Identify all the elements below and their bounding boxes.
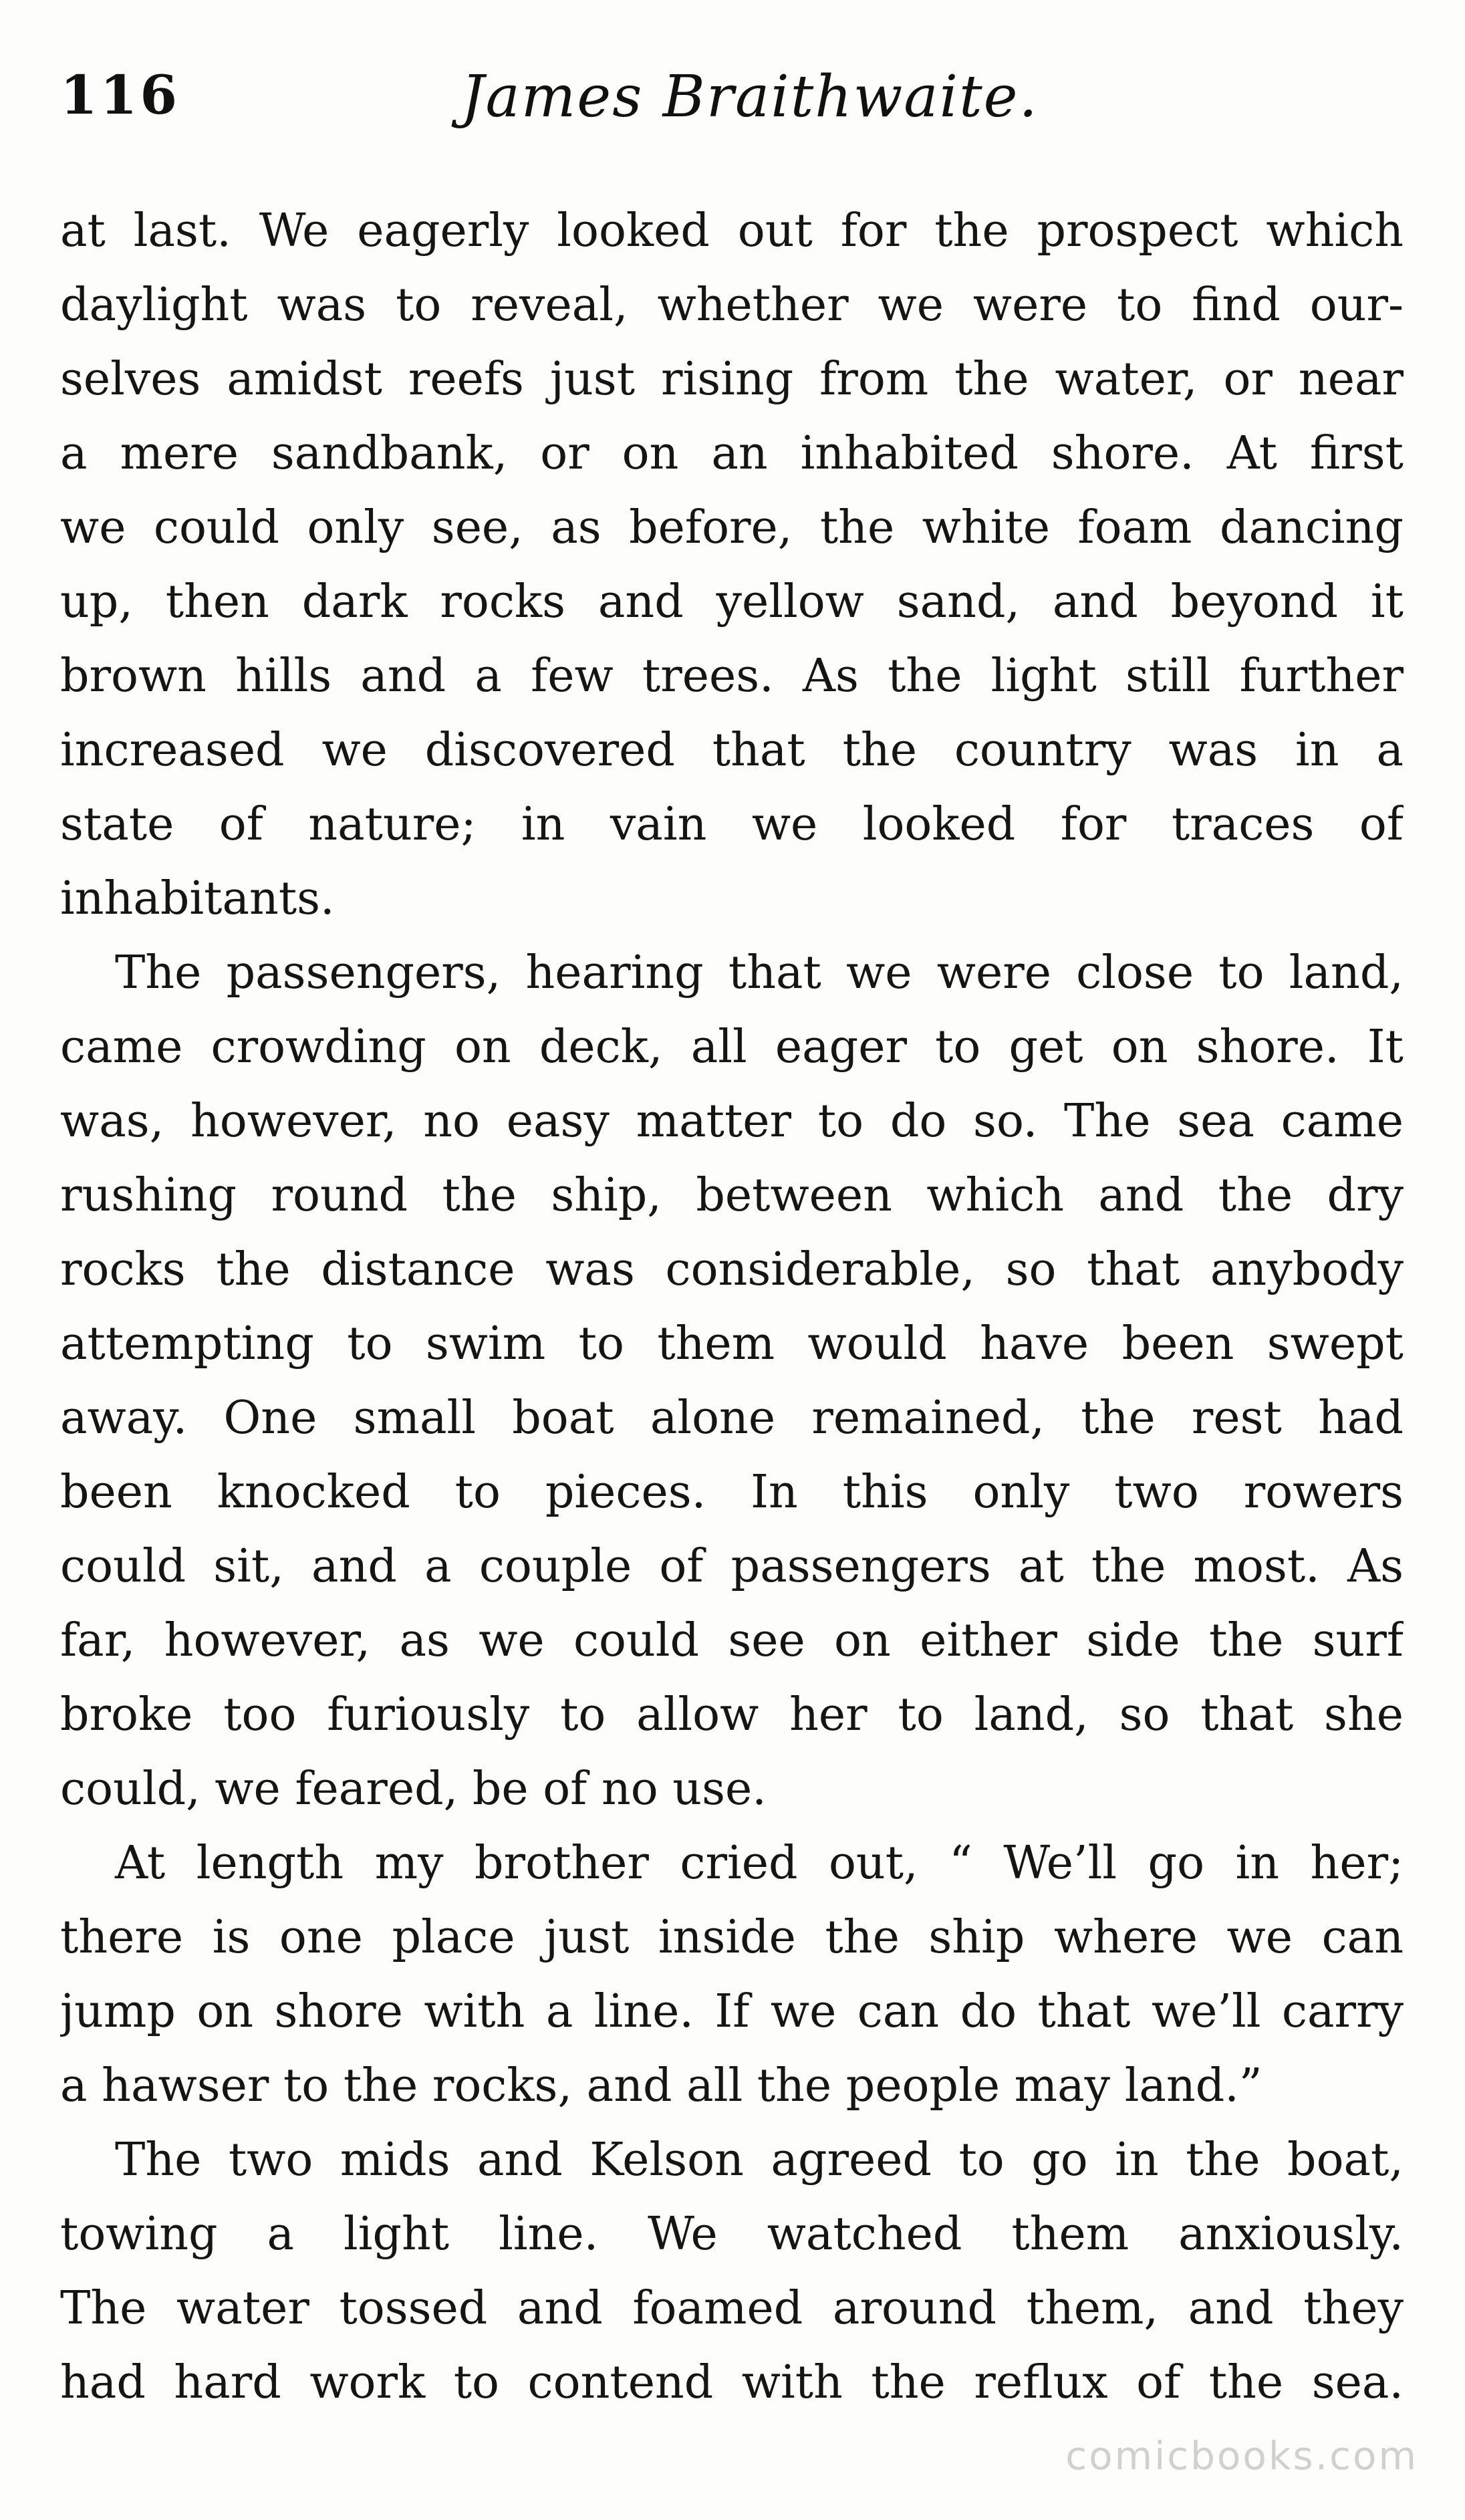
paragraph-2 xyxy=(60,936,1404,1826)
running-title: James Braithwaite. xyxy=(461,64,1039,130)
text-line: towing a light line. We watched them anxiously. xyxy=(60,2208,1404,2261)
text-line: jump on shore with a line. If we can do that we’ll carry xyxy=(60,1985,1404,2038)
text-line: daylight was to reveal, whether we were to find our- xyxy=(60,279,1404,332)
text-line: selves amidst reefs just rising from the water, or near xyxy=(60,353,1404,406)
text-line: rocks the distance was considerable, so that anybody xyxy=(60,1243,1404,1296)
text-line: been knocked to pieces. In this only two rowers xyxy=(60,1466,1404,1519)
text-line: could sit, and a couple of passengers at the most. As xyxy=(60,1540,1404,1593)
text-line: attempting to swim to them would have been swept xyxy=(60,1317,1404,1370)
body-text xyxy=(60,194,1404,2420)
text-line: a hawser to the rocks, and all the people may land.” xyxy=(60,2059,1262,2112)
text-line: broke too furiously to allow her to land, so that she xyxy=(60,1688,1404,1741)
text-line: could, we feared, be of no use. xyxy=(60,1763,767,1815)
paragraph-4 xyxy=(60,2123,1404,2420)
text-line: was, however, no easy matter to do so. The sea came xyxy=(60,1095,1404,1148)
text-line: brown hills and a few trees. As the light still further xyxy=(60,650,1404,703)
page-number: 116 xyxy=(60,64,180,126)
paragraph-3 xyxy=(60,1826,1404,2123)
watermark: comicbooks.com xyxy=(1065,2433,1418,2479)
text-line: at last. We eagerly looked out for the prospect which xyxy=(60,205,1404,257)
text-line: had hard work to contend with the reflux of the sea. xyxy=(60,2356,1404,2409)
text-line: The two mids and Kelson agreed to go in the boat, xyxy=(115,2134,1404,2186)
text-line: we could only see, as before, the white foam dancing xyxy=(60,501,1404,554)
text-line: came crowding on deck, all eager to get on shore. It xyxy=(60,1021,1404,1074)
paragraph-1 xyxy=(60,194,1404,936)
page-header xyxy=(60,64,1404,150)
text-line: inhabitants. xyxy=(60,872,335,925)
text-line: increased we discovered that the country was in a xyxy=(60,724,1404,777)
text-line: The passengers, hearing that we were close to land, xyxy=(115,947,1404,999)
text-line: At length my brother cried out, “ We’ll go in her; xyxy=(115,1837,1404,1890)
text-line: up, then dark rocks and yellow sand, and beyond it xyxy=(60,576,1404,628)
text-line: The water tossed and foamed around them, and they xyxy=(60,2282,1404,2335)
text-line: there is one place just inside the ship where we can xyxy=(60,1911,1404,1964)
text-line: rushing round the ship, between which and the dry xyxy=(60,1169,1404,1222)
text-line: far, however, as we could see on either side the surf xyxy=(60,1614,1404,1667)
text-line: away. One small boat alone remained, the rest had xyxy=(60,1392,1404,1444)
text-line: a mere sandbank, or on an inhabited shore. At first xyxy=(60,427,1404,480)
text-line: state of nature; in vain we looked for traces of xyxy=(60,798,1404,851)
